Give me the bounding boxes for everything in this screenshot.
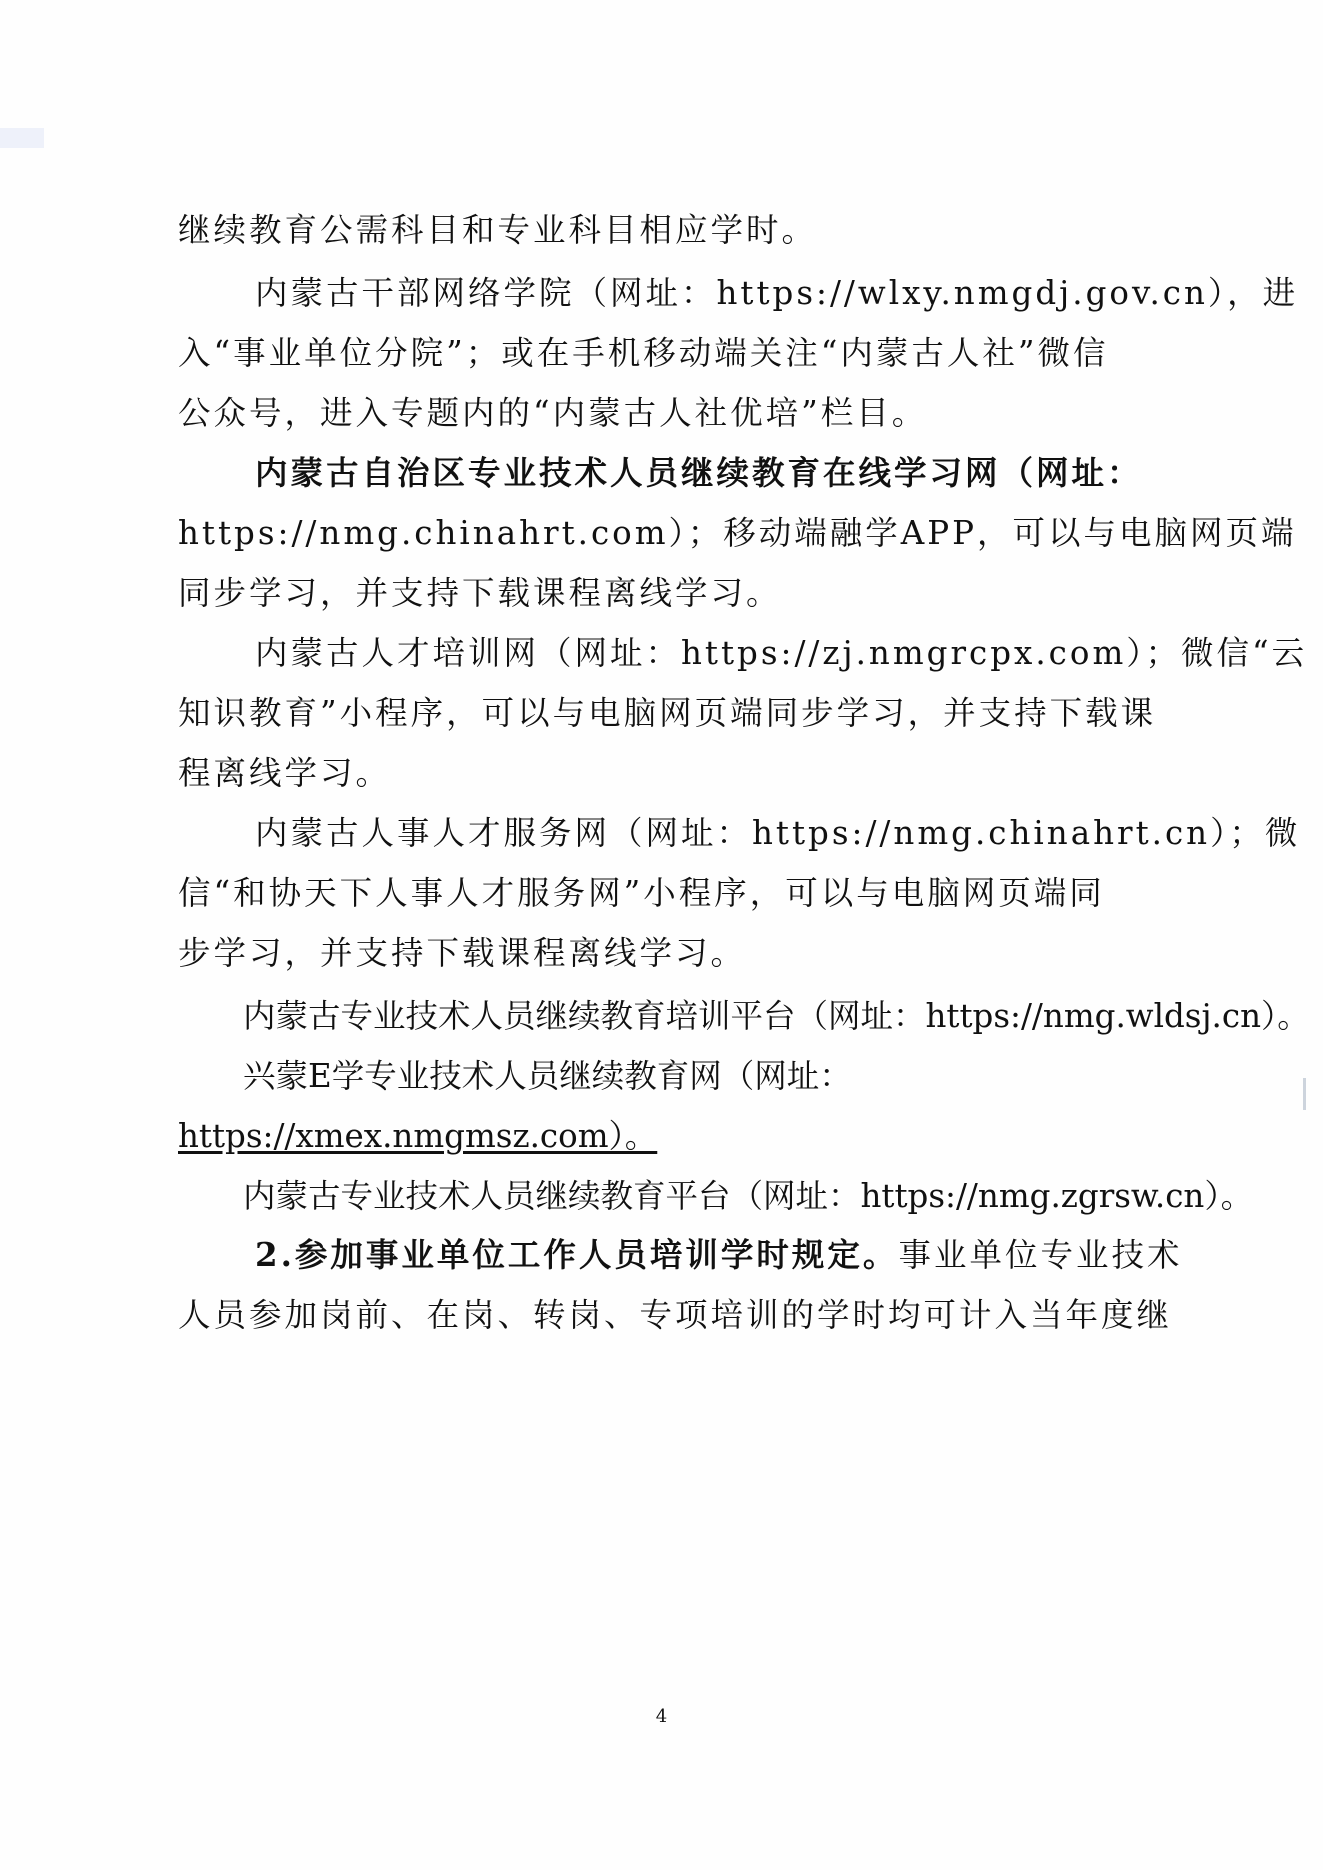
paragraph-nmgrcpx: 内蒙古人才培训网（网址：https://zj.nmgrcpx.com）；微信“云 <box>255 634 1308 672</box>
rule-heading: 2.参加事业单位工作人员培训学时规定。 <box>255 1235 899 1274</box>
paragraph-chinahrt-cn: 内蒙古人事人才服务网（网址：https://nmg.chinahrt.cn）；微 <box>255 814 1301 852</box>
text-line: 步学习，并支持下载课程离线学习。 <box>178 934 747 972</box>
text-line: 入“事业单位分院”；或在手机移动端关注“内蒙古人社”微信 <box>178 334 1109 372</box>
rule-paragraph-line <box>255 1233 1183 1277</box>
xmex-link-line: https://xmex.nmgmsz.com）。 <box>178 1117 658 1155</box>
paragraph-chinahrt-com: 内蒙古自治区专业技术人员继续教育在线学习网（网址： <box>255 453 1143 492</box>
paragraph-wldsj: 内蒙古专业技术人员继续教育培训平台（网址：https://nmg.wldsj.cn）。 <box>243 997 1310 1035</box>
paragraph-wlxy: 内蒙古干部网络学院（网址：https://wlxy.nmgdj.gov.cn），进 <box>255 274 1299 312</box>
text-line: 知识教育”小程序，可以与电脑网页端同步学习，并支持下载课 <box>178 694 1157 732</box>
page-number: 4 <box>655 1706 668 1727</box>
scan-artifact <box>0 128 44 148</box>
text-line: https://nmg.chinahrt.com）；移动端融学APP，可以与电脑网页端 <box>178 514 1297 552</box>
paragraph-xmex: 兴蒙E学专业技术人员继续教育网（网址： <box>243 1057 852 1095</box>
text-line: 公众号，进入专题内的“内蒙古人社优培”栏目。 <box>178 394 928 432</box>
paragraph-zgrsw: 内蒙古专业技术人员继续教育平台（网址：https://nmg.zgrsw.cn）。 <box>243 1177 1254 1215</box>
text-line: 继续教育公需科目和专业科目相应学时。 <box>178 211 818 249</box>
text-line: 人员参加岗前、在岗、转岗、专项培训的学时均可计入当年度继 <box>178 1296 1173 1334</box>
rule-text: 事业单位专业技术 <box>898 1236 1183 1274</box>
text-line: 程离线学习。 <box>178 754 392 792</box>
text-line: 同步学习，并支持下载课程离线学习。 <box>178 574 782 612</box>
scan-edge-mark <box>1303 1078 1306 1110</box>
text-line: 信“和协天下人事人才服务网”小程序，可以与电脑网页端同 <box>178 874 1105 912</box>
